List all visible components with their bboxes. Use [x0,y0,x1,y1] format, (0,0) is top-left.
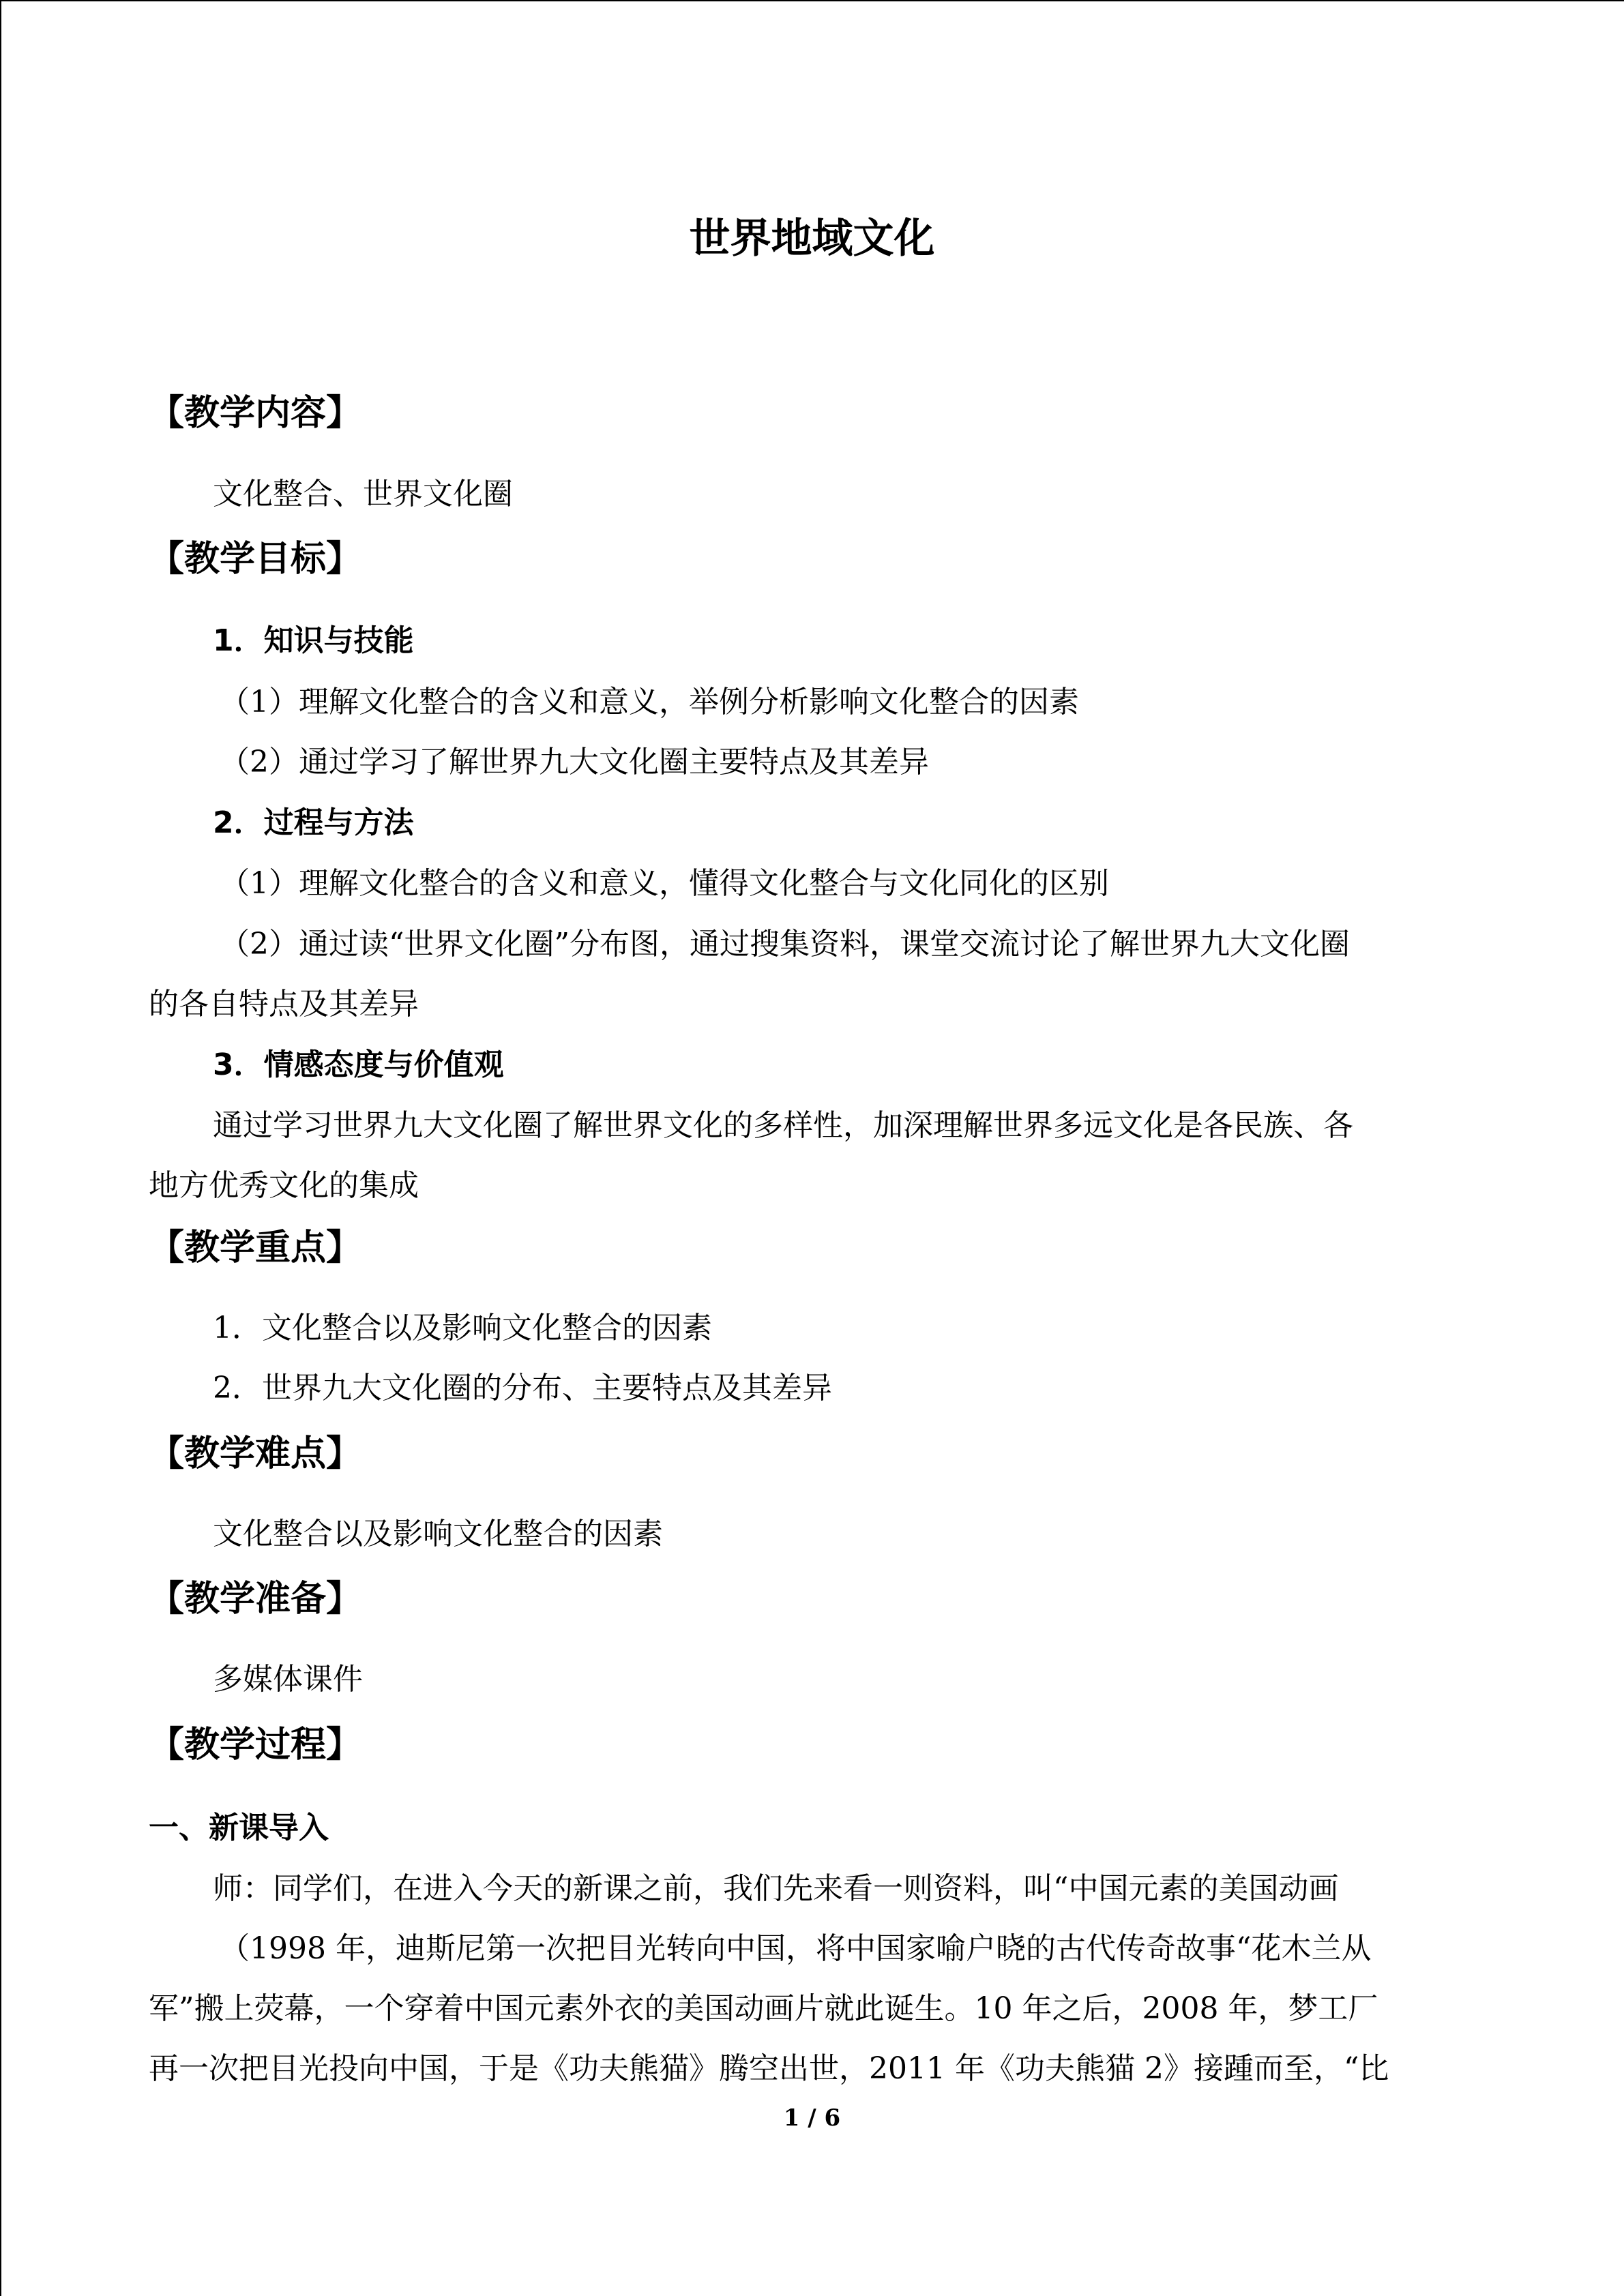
objective-item: （2）通过读“世界文化圈”分布图，通过搜集资料，课堂交流讨论了解世界九大文化圈 [220,927,1350,961]
page-indicator: 1 / 6 [783,2104,841,2132]
key-point-item: 1．文化整合以及影响文化整合的因素 [213,1311,712,1345]
content-body: 文化整合、世界文化圈 [213,477,513,511]
process-intro-heading: 一、新课导入 [149,1810,329,1845]
difficulties-body: 文化整合以及影响文化整合的因素 [213,1517,663,1551]
objective-sub-values: 3．情感态度与价值观 [213,1047,504,1082]
section-heading-content: 【教学内容】 [149,393,362,434]
objective-item: （2）通过学习了解世界九大文化圈主要特点及其差异 [220,745,929,779]
objective-sub-knowledge: 1．知识与技能 [213,623,414,658]
objective-item: （1）理解文化整合的含义和意义，举例分析影响文化整合的因素 [220,685,1079,719]
section-heading-key-points: 【教学重点】 [149,1227,362,1268]
objective-item-continued: 的各自特点及其差异 [149,987,419,1022]
section-heading-difficulties: 【教学难点】 [149,1433,362,1474]
section-heading-objectives: 【教学目标】 [149,539,362,580]
process-paragraph-line: 再一次把目光投向中国，于是《功夫熊猫》腾空出世，2011 年《功夫熊猫 2》接踵而至，“比 [149,2051,1389,2086]
preparation-body: 多媒体课件 [213,1662,363,1697]
key-point-item: 2．世界九大文化圈的分布、主要特点及其差异 [213,1371,832,1405]
process-paragraph-line: 军”搬上荧幕，一个穿着中国元素外衣的美国动画片就此诞生。10 年之后，2008 年，梦工厂 [149,1991,1378,2026]
objective-item: 通过学习世界九大文化圈了解世界文化的多样性，加深理解世界多远文化是各民族、各 [213,1108,1353,1143]
section-heading-process: 【教学过程】 [149,1725,362,1765]
document-title: 世界地域文化 [689,215,935,263]
objective-item: （1）理解文化整合的含义和意义，懂得文化整合与文化同化的区别 [220,866,1109,901]
section-heading-preparation: 【教学准备】 [149,1579,362,1620]
objective-item-continued: 地方优秀文化的集成 [149,1168,419,1203]
objective-sub-process: 2．过程与方法 [213,805,414,840]
process-paragraph-line: 师：同学们，在进入今天的新课之前，我们先来看一则资料，叫“中国元素的美国动画 [213,1871,1339,1906]
process-paragraph-line: （1998 年，迪斯尼第一次把目光转向中国，将中国家喻户晓的古代传奇故事“花木兰从 [220,1931,1372,1966]
